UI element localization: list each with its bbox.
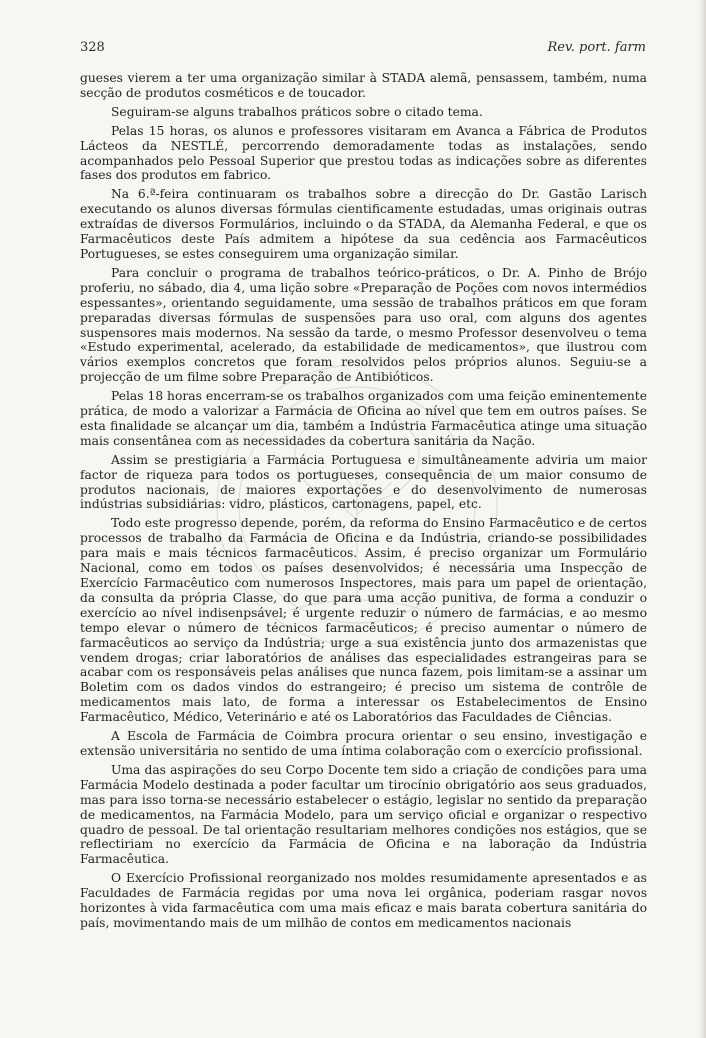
article-body [80,71,647,935]
paragraph: Seguiram-se alguns trabalhos práticos sobre o citado tema. [111,104,483,119]
paragraph: O Exercício Profissional reorganizado nos moldes resumidamente apresentados e as Faculdades de Farmácia regidas por uma nova lei orgânica, poderiam rasgar novos horizontes à vida farmacêutica com uma mais eficaz e mais barata cobertura sanitária do país, movimentando mais de um milhão de contos em medicamentos nacionais [80,871,647,930]
paragraph-continuation: gueses vierem a ter uma organização similar à STADA alemã, pensassem, também, numa secção de produtos cosméticos e de toucador. [80,71,647,100]
paragraph: Na 6.ª-feira continuaram os trabalhos sobre a direcção do Dr. Gastão Larisch executando os alunos diversas fórmulas cientificamente estudadas, umas originais outras extraídas de diversos Formulários, incluindo o da STADA, da Alemanha Federal, e que os Farmacêuticos deste País admitem a hipótese da sua cedência aos Farmacêuticos Portugueses, se estes conseguirem uma organização similar. [80,187,647,261]
paragraph: Pelas 18 horas encerram-se os trabalhos organizados com uma feição eminentemente prática, de modo a valorizar a Farmácia de Oficina ao nível que tem em outros países. Se esta finalidade se alcançar um dia, também a Indústria Farmacêutica atinge uma situação mais consentânea com as necessidades da cobertura sanitária da Nação. [80,389,647,448]
paragraph: Pelas 15 horas, os alunos e professores visitaram em Avanca a Fábrica de Produtos Lácteos da NESTLÉ, percorrendo demoradamente todas as instalações, sendo acompanhados pelo Pessoal Superior que prestou todas as indicações sobre as diferentes fases dos produtos em fabrico. [80,123,647,183]
page-edge-shadow [698,0,706,1038]
journal-title: Rev. port. farm [547,40,646,55]
paragraph: A Escola de Farmácia de Coimbra procura orientar o seu ensino, investigação e extensão universitária no sentido de uma íntima colaboração com o exercício profissional. [80,729,647,758]
paragraph: Uma das aspirações do seu Corpo Docente tem sido a criação de condições para uma Farmácia Modelo destinada a poder facultar um tirocínio obrigatório aos seus graduados, mas para isso torna-se necessário estabelecer o estágio, legislar no sentido da preparação de medicamentos, na Farmácia Modelo, para um serviço oficial e organizar o respectivo quadro de pessoal. De tal orientação resultariam melhores condições nos estágios, que se reflectiriam no exercício da Farmácia de Oficina e na laboração da Indústria Farmacêutica. [80,762,647,867]
paragraph: Assim se prestigiaria a Farmácia Portuguesa e simultâneamente adviria um maior factor de riqueza para todos os portugueses, consequência de um maior consumo de produtos nacionais, de maiores exportações e do desenvolvimento de numerosas indústrias subsidiárias: vidro, plásticos, cartonagens, papel, etc. [80,452,647,512]
page-number: 328 [80,40,105,55]
paragraph: Todo este progresso depende, porém, da reforma do Ensino Farmacêutico e de certos processos de trabalho da Farmácia de Oficina e da Indústria, criando-se possibilidades para mais e mais técnicos farmacêuticos. Assim, é preciso organizar um Formulário Nacional, como em todos os países desenvolvidos; é necessária uma Inspecção de Exercício Farmacêutico com numerosos Inspectores, mais para um papel de orientação, da consulta da própria Classe, do que para uma acção punitiva, de forma a conduzir o exercício ao nível indisenpsável; é urgente reduzir o número de farmácias, e ao mesmo tempo elevar o número de técnicos farmacêuticos; é preciso aumentar o número de farmacêuticos ao serviço da Indústria; urge a sua existência junto dos armazenistas que vendem drogas; criar laboratórios de análises das especialidades estrangeiras para se acabar com os responsáveis pelas análises que nunca fazem, pois limitam-se a assinar um Boletim com os dados vindos do estrangeiro; é preciso um sistema de contrôle de medicamentos mais lato, de forma a interessar os Estabelecimentos de Ensino Farmacêutico, Médico, Veterinário e até os Laboratórios das Faculdades de Ciências. [80,516,647,725]
paragraph: Para concluir o programa de trabalhos teórico-práticos, o Dr. A. Pinho de Brójo proferiu, no sábado, dia 4, uma lição sobre «Preparação de Poções com novos intermédios espessantes», orientando seguidamente, uma sessão de trabalhos práticos em que foram preparadas diversas fórmulas de suspensões para uso oral, com alguns dos agentes suspensores mais modernos. Na sessão da tarde, o mesmo Professor desenvolveu o tema «Estudo experimental, acelerado, da estabilidade de medicamentos», que ilustrou com vários exemplos concretos que foram resolvidos pelos próprios alunos. Seguiu-se a projecção de um filme sobre Preparação de Antibióticos. [80,265,647,385]
